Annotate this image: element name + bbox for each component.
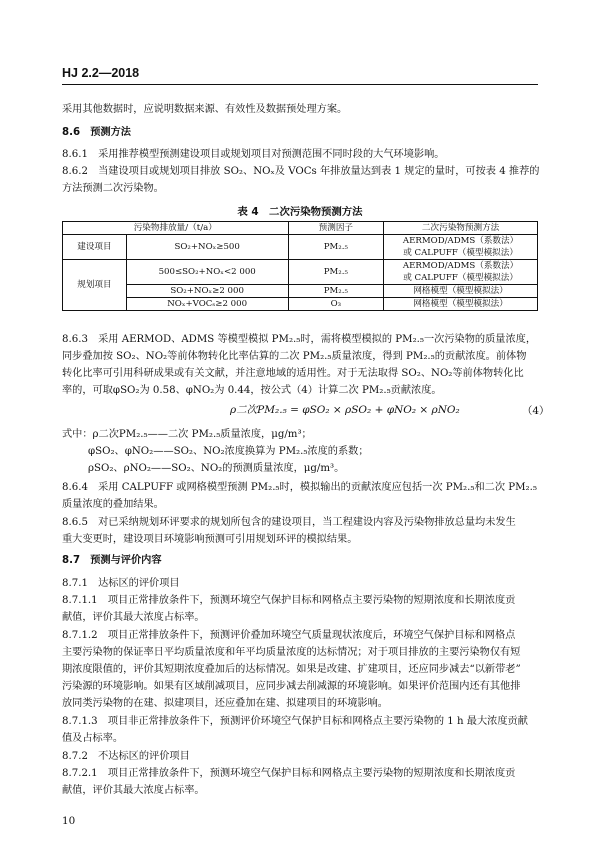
section-8-7-2-1-line1: 8.7.2.1 项目正常排放条件下，预测环境空气保护目标和网格点主要污染物的短期浓度和长期浓度贡 (62, 768, 516, 779)
standard-code: HJ 2.2—2018 (62, 66, 140, 80)
section-8-6-4-line1: 8.6.4 采用 CALPUFF 或网格模型预测 PM₂.₅时，模拟输出的贡献浓度应包括一次 PM₂.₅和二次 PM₂.₅ (62, 482, 537, 493)
factor-cell: PM₂.₅ (288, 235, 384, 260)
section-8-7-1-2-line5: 放同类污染物的在建、拟建项目，还应叠加在建、拟建项目的环境影响。 (62, 698, 388, 709)
emission-cell: SO₂+NOₓ≥2 000 (126, 285, 288, 298)
header-cell: 污染物排放量/（t/a） (63, 222, 289, 235)
emission-cell: 500≤SO₂+NOₓ<2 000 (126, 260, 288, 285)
section-8-6-3-line4: 率的，可取φSO₂为 0.58、φNO₂为 0.44，按公式（4）计算二次 PM₂.₅贡献浓度。 (62, 385, 442, 396)
factor-cell: PM₂.₅ (288, 285, 384, 298)
section-8-7-1-title: 8.7.1 达标区的评价项目 (62, 578, 180, 589)
where-line-3: ρSO₂、ρNO₂——SO₂、NO₂的预测质量浓度，μg/m³。 (88, 463, 345, 474)
section-8-7-2-title: 8.7.2 不达标区的评价项目 (62, 751, 190, 762)
section-8-7-1-3-line2: 值及占标率。 (62, 733, 124, 744)
section-8-6-1: 8.6.1 采用推荐模型预测建设项目或规划项目对预测范围不同时段的大气环境影响。 (62, 149, 445, 160)
header-rule (62, 84, 538, 85)
section-8-6-3-line3: 转化比率可引用科研成果或有关文献，并注意地域的适用性。对于无法取得 SO₂、NO₂等前体物转化比 (62, 368, 524, 379)
method-cell: AERMOD/ADMS（系数法） (384, 235, 538, 248)
table-4-title: 表 4 二次污染物预测方法 (237, 206, 363, 218)
method-cell: 网格模型（模型模拟法） (384, 298, 538, 311)
table-row (63, 285, 538, 298)
table-4 (62, 221, 538, 311)
table-row (63, 298, 538, 311)
section-8-7-1-2-line2: 主要污染物的保证率日平均质量浓度和年平均质量浓度的达标情况；对于项目排放的主要污染物仅有短 (62, 647, 521, 658)
section-8-6-4-line2: 质量浓度的叠加结果。 (62, 499, 164, 510)
method-cell: 或 CALPUFF（模型模拟法） (384, 272, 538, 285)
where-line-2: φSO₂、φNO₂——SO₂、NO₂浓度换算为 PM₂.₅浓度的系数； (88, 446, 369, 457)
section-8-7-title: 8.7 预测与评价内容 (62, 555, 162, 566)
factor-cell: O₃ (288, 298, 384, 311)
section-8-7-1-1-line2: 献值，评价其最大浓度占标率。 (62, 612, 205, 623)
section-8-7-1-1-line1: 8.7.1.1 项目正常排放条件下，预测环境空气保护目标和网格点主要污染物的短期浓度和长期浓度贡 (62, 595, 516, 606)
table-row (63, 260, 538, 273)
section-8-7-1-2-line3: 期浓度限值的，评价其短期浓度叠加后的达标情况。如果是改建、扩建项目，还应同步减去“以新带老” (62, 664, 521, 675)
emission-cell: SO₂+NOₓ≥500 (126, 235, 288, 260)
table-row (63, 235, 538, 248)
header-cell: 预测因子 (288, 222, 384, 235)
section-8-6-2-line1: 8.6.2 当建设项目或规划项目排放 SO₂、NOₓ及 VOCs 年排放量达到表 1 规定的量时，可按表 4 推荐的 (62, 166, 540, 177)
formula-number: （4） (522, 405, 550, 417)
section-8-7-1-2-line4: 污染源的环境影响。如果有区域削减项目，应同步减去削减源的环境影响。如果评价范围内还有其他排 (62, 681, 521, 692)
section-8-6-2-line2: 方法预测二次污染物。 (62, 183, 164, 194)
section-8-7-1-3-line1: 8.7.1.3 项目非正常排放条件下，预测评价环境空气保护目标和网格点主要污染物的 1 h 最大浓度贡献 (62, 716, 528, 727)
emission-cell: NOₓ+VOCₛ≥2 000 (126, 298, 288, 311)
section-8-6-3-line1: 8.6.3 采用 AERMOD、ADMS 等模型模拟 PM₂.₅时，需将模型模拟的 PM₂.₅一次污染物的质量浓度， (62, 334, 537, 345)
table-header-row (63, 222, 538, 235)
section-8-7-2-1-line2: 献值，评价其最大浓度占标率。 (62, 785, 205, 796)
section-8-6-5-line1: 8.6.5 对已采纳规划环评要求的规划所包含的建设项目，当工程建设内容及污染物排放总量均未发生 (62, 517, 516, 528)
factor-cell: PM₂.₅ (288, 260, 384, 285)
page-number: 10 (62, 815, 76, 827)
section-8-7-1-2-line1: 8.7.1.2 项目正常排放条件下，预测评价叠加环境空气质量现状浓度后，环境空气保护目标和网格点 (62, 630, 516, 641)
project-type-cell: 建设项目 (63, 235, 127, 260)
header-cell: 二次污染物预测方法 (384, 222, 538, 235)
project-type-cell: 规划项目 (63, 260, 127, 311)
formula-4: ρ二次PM₂.₅ = φSO₂ × ρSO₂ + φNO₂ × ρNO₂ (230, 404, 460, 416)
method-cell: 网格模型（模型模拟法） (384, 285, 538, 298)
intro-paragraph: 采用其他数据时，应说明数据来源、有效性及数据预处理方案。 (62, 104, 348, 115)
method-cell: AERMOD/ADMS（系数法） (384, 260, 538, 273)
section-8-6-title: 8.6 预测方法 (62, 127, 131, 138)
where-line-1: 式中：ρ二次PM₂.₅——二次 PM₂.₅质量浓度，μg/m³； (62, 429, 312, 440)
method-cell: 或 CALPUFF（模型模拟法） (384, 247, 538, 260)
section-8-6-3-line2: 同步叠加按 SO₂、NO₂等前体物转化比率估算的二次 PM₂.₅质量浓度，得到 PM₂.₅的贡献浓度。前体物 (62, 351, 527, 362)
section-8-6-5-line2: 重大变更时，建设项目环境影响预测可引用规划环评的模拟结果。 (62, 534, 358, 545)
